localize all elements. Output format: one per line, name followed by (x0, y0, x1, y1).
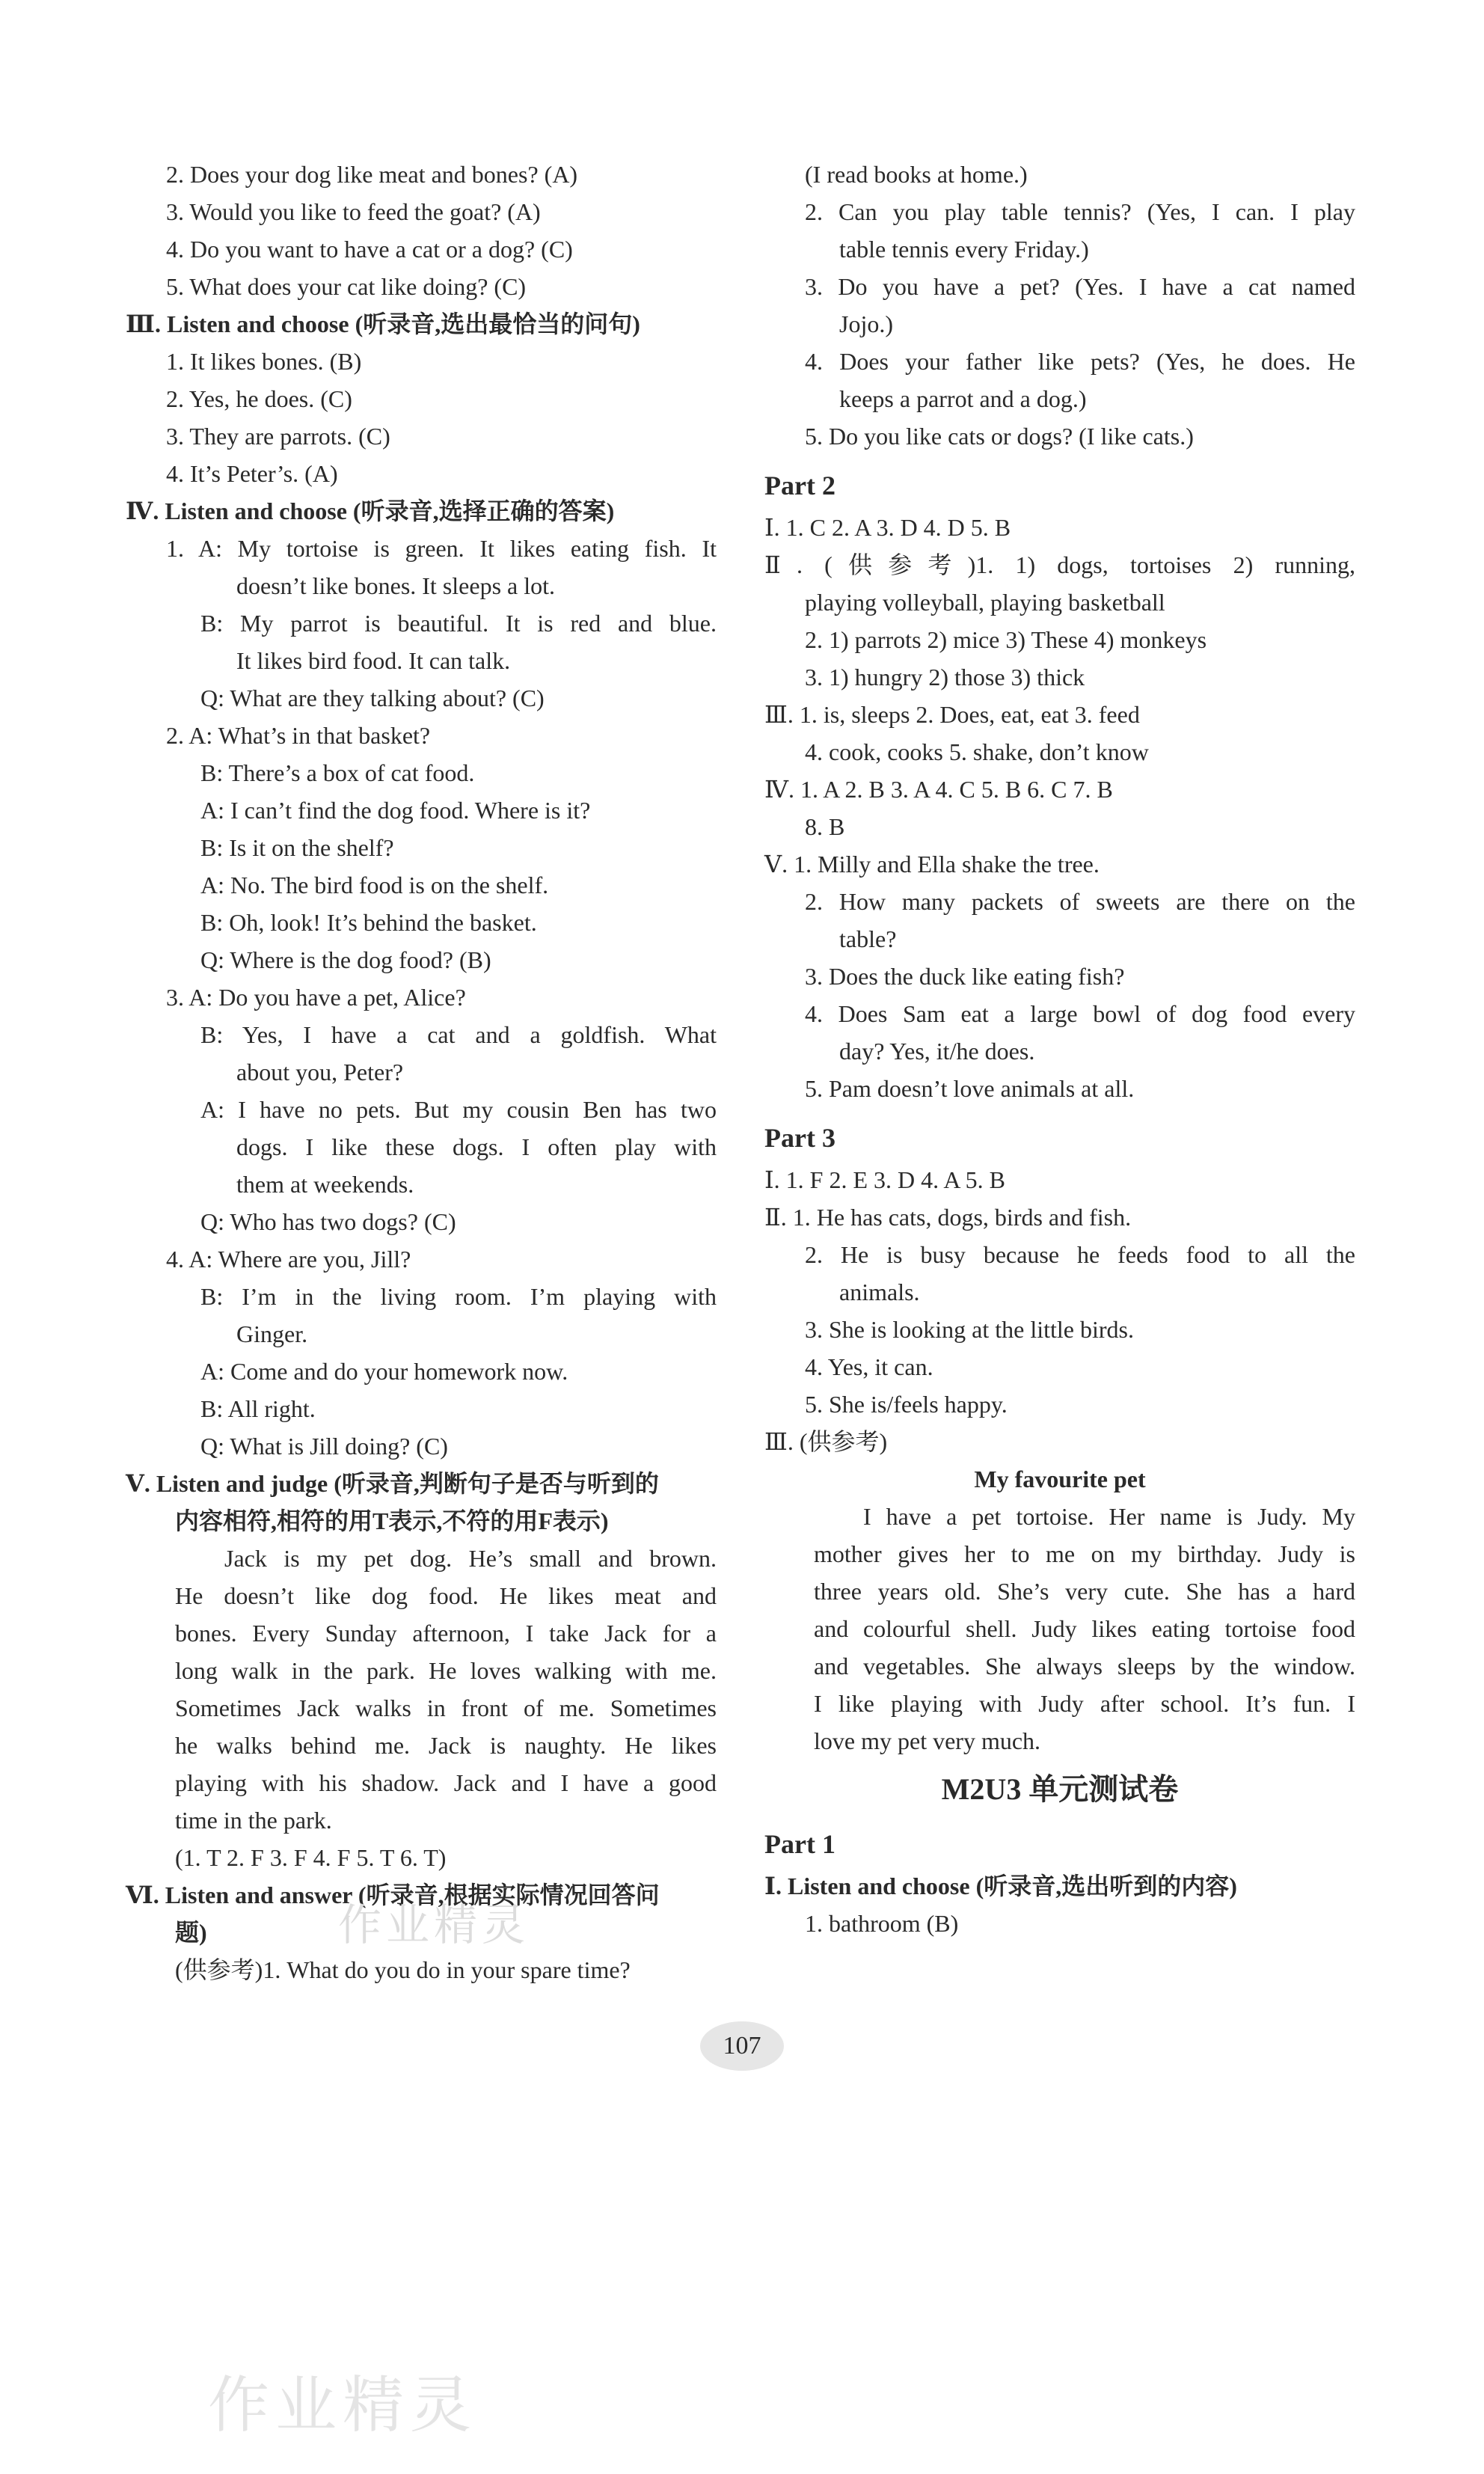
right-column-line: 3. Does the duck like eating fish? (805, 963, 1125, 990)
left-column-line: Sometimes Jack walks in front of me. Sometimes (175, 1694, 717, 1721)
left-column-line: Q: Where is the dog food? (B) (200, 946, 491, 973)
left-column-line: B: My parrot is beautiful. It is red and blue. (200, 610, 717, 637)
right-column-line: and vegetables. She always sleeps by the window. (814, 1653, 1355, 1680)
right-column-line: 2. Can you play table tennis? (Yes, I can. I play (805, 198, 1355, 225)
left-column (126, 156, 717, 1988)
right-column-line: Part 3 (764, 1123, 835, 1153)
left-column-line: 1. It likes bones. (B) (166, 348, 362, 375)
right-column-line: playing volleyball, playing basketball (805, 589, 1165, 616)
right-column-line: 3. Do you have a pet? (Yes. I have a cat named (805, 273, 1355, 300)
left-column-line: time in the park. (175, 1807, 332, 1834)
right-column-line: table tennis every Friday.) (839, 236, 1089, 263)
left-column-line: bones. Every Sunday afternoon, I take Jack for a (175, 1620, 717, 1647)
left-column-line: A: I have no pets. But my cousin Ben has two (200, 1096, 717, 1123)
left-column-line: 4. Do you want to have a cat or a dog? (C) (166, 236, 573, 263)
left-column-line: them at weekends. (236, 1171, 414, 1198)
right-column-line: 8. B (805, 813, 845, 840)
left-column-line: dogs. I like these dogs. I often play with (236, 1133, 717, 1160)
right-column-line: 5. She is/feels happy. (805, 1391, 1008, 1418)
right-column-line: Ⅳ. 1. A 2. B 3. A 4. C 5. B 6. C 7. B (764, 776, 1113, 803)
right-column (764, 156, 1355, 1942)
right-column-line: I have a pet tortoise. Her name is Judy. My (863, 1503, 1355, 1530)
left-column-line: he walks behind me. Jack is naughty. He likes (175, 1732, 717, 1759)
left-column-line: Ⅴ. Listen and judge (听录音,判断句子是否与听到的 (126, 1470, 659, 1497)
right-column-line: Ⅰ. Listen and choose (听录音,选出听到的内容) (764, 1873, 1237, 1899)
left-column-line: 题) (175, 1919, 207, 1946)
right-column-line: Jojo.) (839, 310, 893, 337)
left-column-line: 内容相符,相符的用T表示,不符的用F表示) (175, 1507, 609, 1534)
left-column-line: It likes bird food. It can talk. (236, 647, 511, 674)
left-column-line: 3. They are parrots. (C) (166, 423, 390, 450)
right-column-line: 4. cook, cooks 5. shake, don’t know (805, 738, 1149, 765)
left-column-line: 2. Yes, he does. (C) (166, 385, 352, 412)
left-column-line: 4. It’s Peter’s. (A) (166, 460, 338, 487)
right-column-line: I like playing with Judy after school. It’s fun. I (814, 1690, 1355, 1717)
left-column-line: doesn’t like bones. It sleeps a lot. (236, 572, 555, 599)
right-column-line: 2. 1) parrots 2) mice 3) These 4) monkeys (805, 626, 1207, 653)
left-column-line: Q: What is Jill doing? (C) (200, 1433, 448, 1460)
left-column-line: Jack is my pet dog. He’s small and brown. (224, 1545, 717, 1572)
right-column-line: Ⅱ. (供参考)1. 1) dogs, tortoises 2) running, (764, 551, 1355, 578)
left-column-line: B: Oh, look! It’s behind the basket. (200, 909, 537, 936)
left-column-line: about you, Peter? (236, 1059, 404, 1086)
left-column-line: 3. Would you like to feed the goat? (A) (166, 198, 541, 225)
right-column-line: 4. Yes, it can. (805, 1353, 933, 1380)
right-column-line: table? (839, 925, 897, 952)
right-column-line: keeps a parrot and a dog.) (839, 385, 1087, 412)
left-column-line: 2. Does your dog like meat and bones? (A) (166, 161, 578, 188)
right-column-line: 2. How many packets of sweets are there on the (805, 888, 1355, 915)
right-column-line: Ⅰ. 1. C 2. A 3. D 4. D 5. B (764, 514, 1011, 541)
left-column-line: A: No. The bird food is on the shelf. (200, 872, 549, 898)
right-column-line: Ⅲ. (供参考) (764, 1428, 888, 1455)
right-column-line: Ⅴ. 1. Milly and Ella shake the tree. (764, 851, 1100, 878)
right-column-line: M2U3 单元测试卷 (941, 1772, 1179, 1806)
right-column-line: My favourite pet (974, 1466, 1146, 1492)
left-column-line: Ⅳ. Listen and choose (听录音,选择正确的答案) (126, 497, 615, 524)
right-column-line: 4. Does your father like pets? (Yes, he does. He (805, 348, 1355, 375)
page-number: 107 (700, 2021, 784, 2071)
left-column-line: B: I’m in the living room. I’m playing with (200, 1283, 717, 1310)
right-column-line: 2. He is busy because he feeds food to all the (805, 1241, 1355, 1268)
left-column-line: (供参考)1. What do you do in your spare time? (175, 1956, 631, 1983)
right-column-line: Ⅱ. 1. He has cats, dogs, birds and fish. (764, 1204, 1132, 1231)
left-column-line: Ⅲ. Listen and choose (听录音,选出最恰当的问句) (126, 310, 640, 337)
right-column-line: love my pet very much. (814, 1727, 1041, 1754)
right-column-line: 3. 1) hungry 2) those 3) thick (805, 664, 1085, 691)
right-column-line: 1. bathroom (B) (805, 1910, 959, 1937)
left-column-line: B: Yes, I have a cat and a goldfish. What (200, 1021, 717, 1048)
left-column-line: A: Come and do your homework now. (200, 1358, 568, 1385)
right-column-line: and colourful shell. Judy likes eating tortoise food (814, 1615, 1355, 1642)
right-column-line: Ⅰ. 1. F 2. E 3. D 4. A 5. B (764, 1166, 1006, 1193)
watermark: 作业精灵 (338, 1899, 530, 1950)
right-column-line: (I read books at home.) (805, 161, 1028, 188)
left-column-line: B: There’s a box of cat food. (200, 759, 475, 786)
left-column-line: long walk in the park. He loves walking with me. (175, 1657, 717, 1684)
right-column-line: Ⅲ. 1. is, sleeps 2. Does, eat, eat 3. feed (764, 701, 1140, 728)
right-column-line: Part 2 (764, 471, 835, 500)
left-column-line: Q: Who has two dogs? (C) (200, 1208, 456, 1235)
right-column-line: Part 1 (764, 1829, 835, 1859)
left-column-line: Ⅵ. Listen and answer (听录音,根据实际情况回答问 (126, 1881, 660, 1908)
right-column-line: 3. She is looking at the little birds. (805, 1316, 1134, 1343)
right-column-line: 5. Pam doesn’t love animals at all. (805, 1075, 1135, 1102)
left-column-line: B: All right. (200, 1395, 316, 1422)
left-column-line: 1. A: My tortoise is green. It likes eating fish. It (166, 535, 717, 562)
right-column-line: 5. Do you like cats or dogs? (I like cats.) (805, 423, 1194, 450)
left-column-line: B: Is it on the shelf? (200, 834, 394, 861)
right-column-line: three years old. She’s very cute. She has a hard (814, 1578, 1355, 1605)
watermark-bottom: 作业精灵 (208, 2370, 478, 2441)
left-column-line: 4. A: Where are you, Jill? (166, 1246, 411, 1273)
left-column-line: 3. A: Do you have a pet, Alice? (166, 984, 466, 1011)
left-column-line: Q: What are they talking about? (C) (200, 685, 545, 711)
left-column-line: A: I can’t find the dog food. Where is it? (200, 797, 591, 824)
left-column-line: He doesn’t like dog food. He likes meat and (175, 1582, 717, 1609)
right-column-line: animals. (839, 1279, 920, 1305)
right-column-line: mother gives her to me on my birthday. Judy is (814, 1540, 1355, 1567)
right-column-line: 4. Does Sam eat a large bowl of dog food every (805, 1000, 1355, 1027)
left-column-line: (1. T 2. F 3. F 4. F 5. T 6. T) (175, 1844, 447, 1871)
left-column-line: Ginger. (236, 1320, 308, 1347)
left-column-line: playing with his shadow. Jack and I have a good (175, 1769, 717, 1796)
right-column-line: day? Yes, it/he does. (839, 1038, 1035, 1065)
left-column-line: 5. What does your cat like doing? (C) (166, 273, 527, 300)
left-column-line: 2. A: What’s in that basket? (166, 722, 431, 749)
